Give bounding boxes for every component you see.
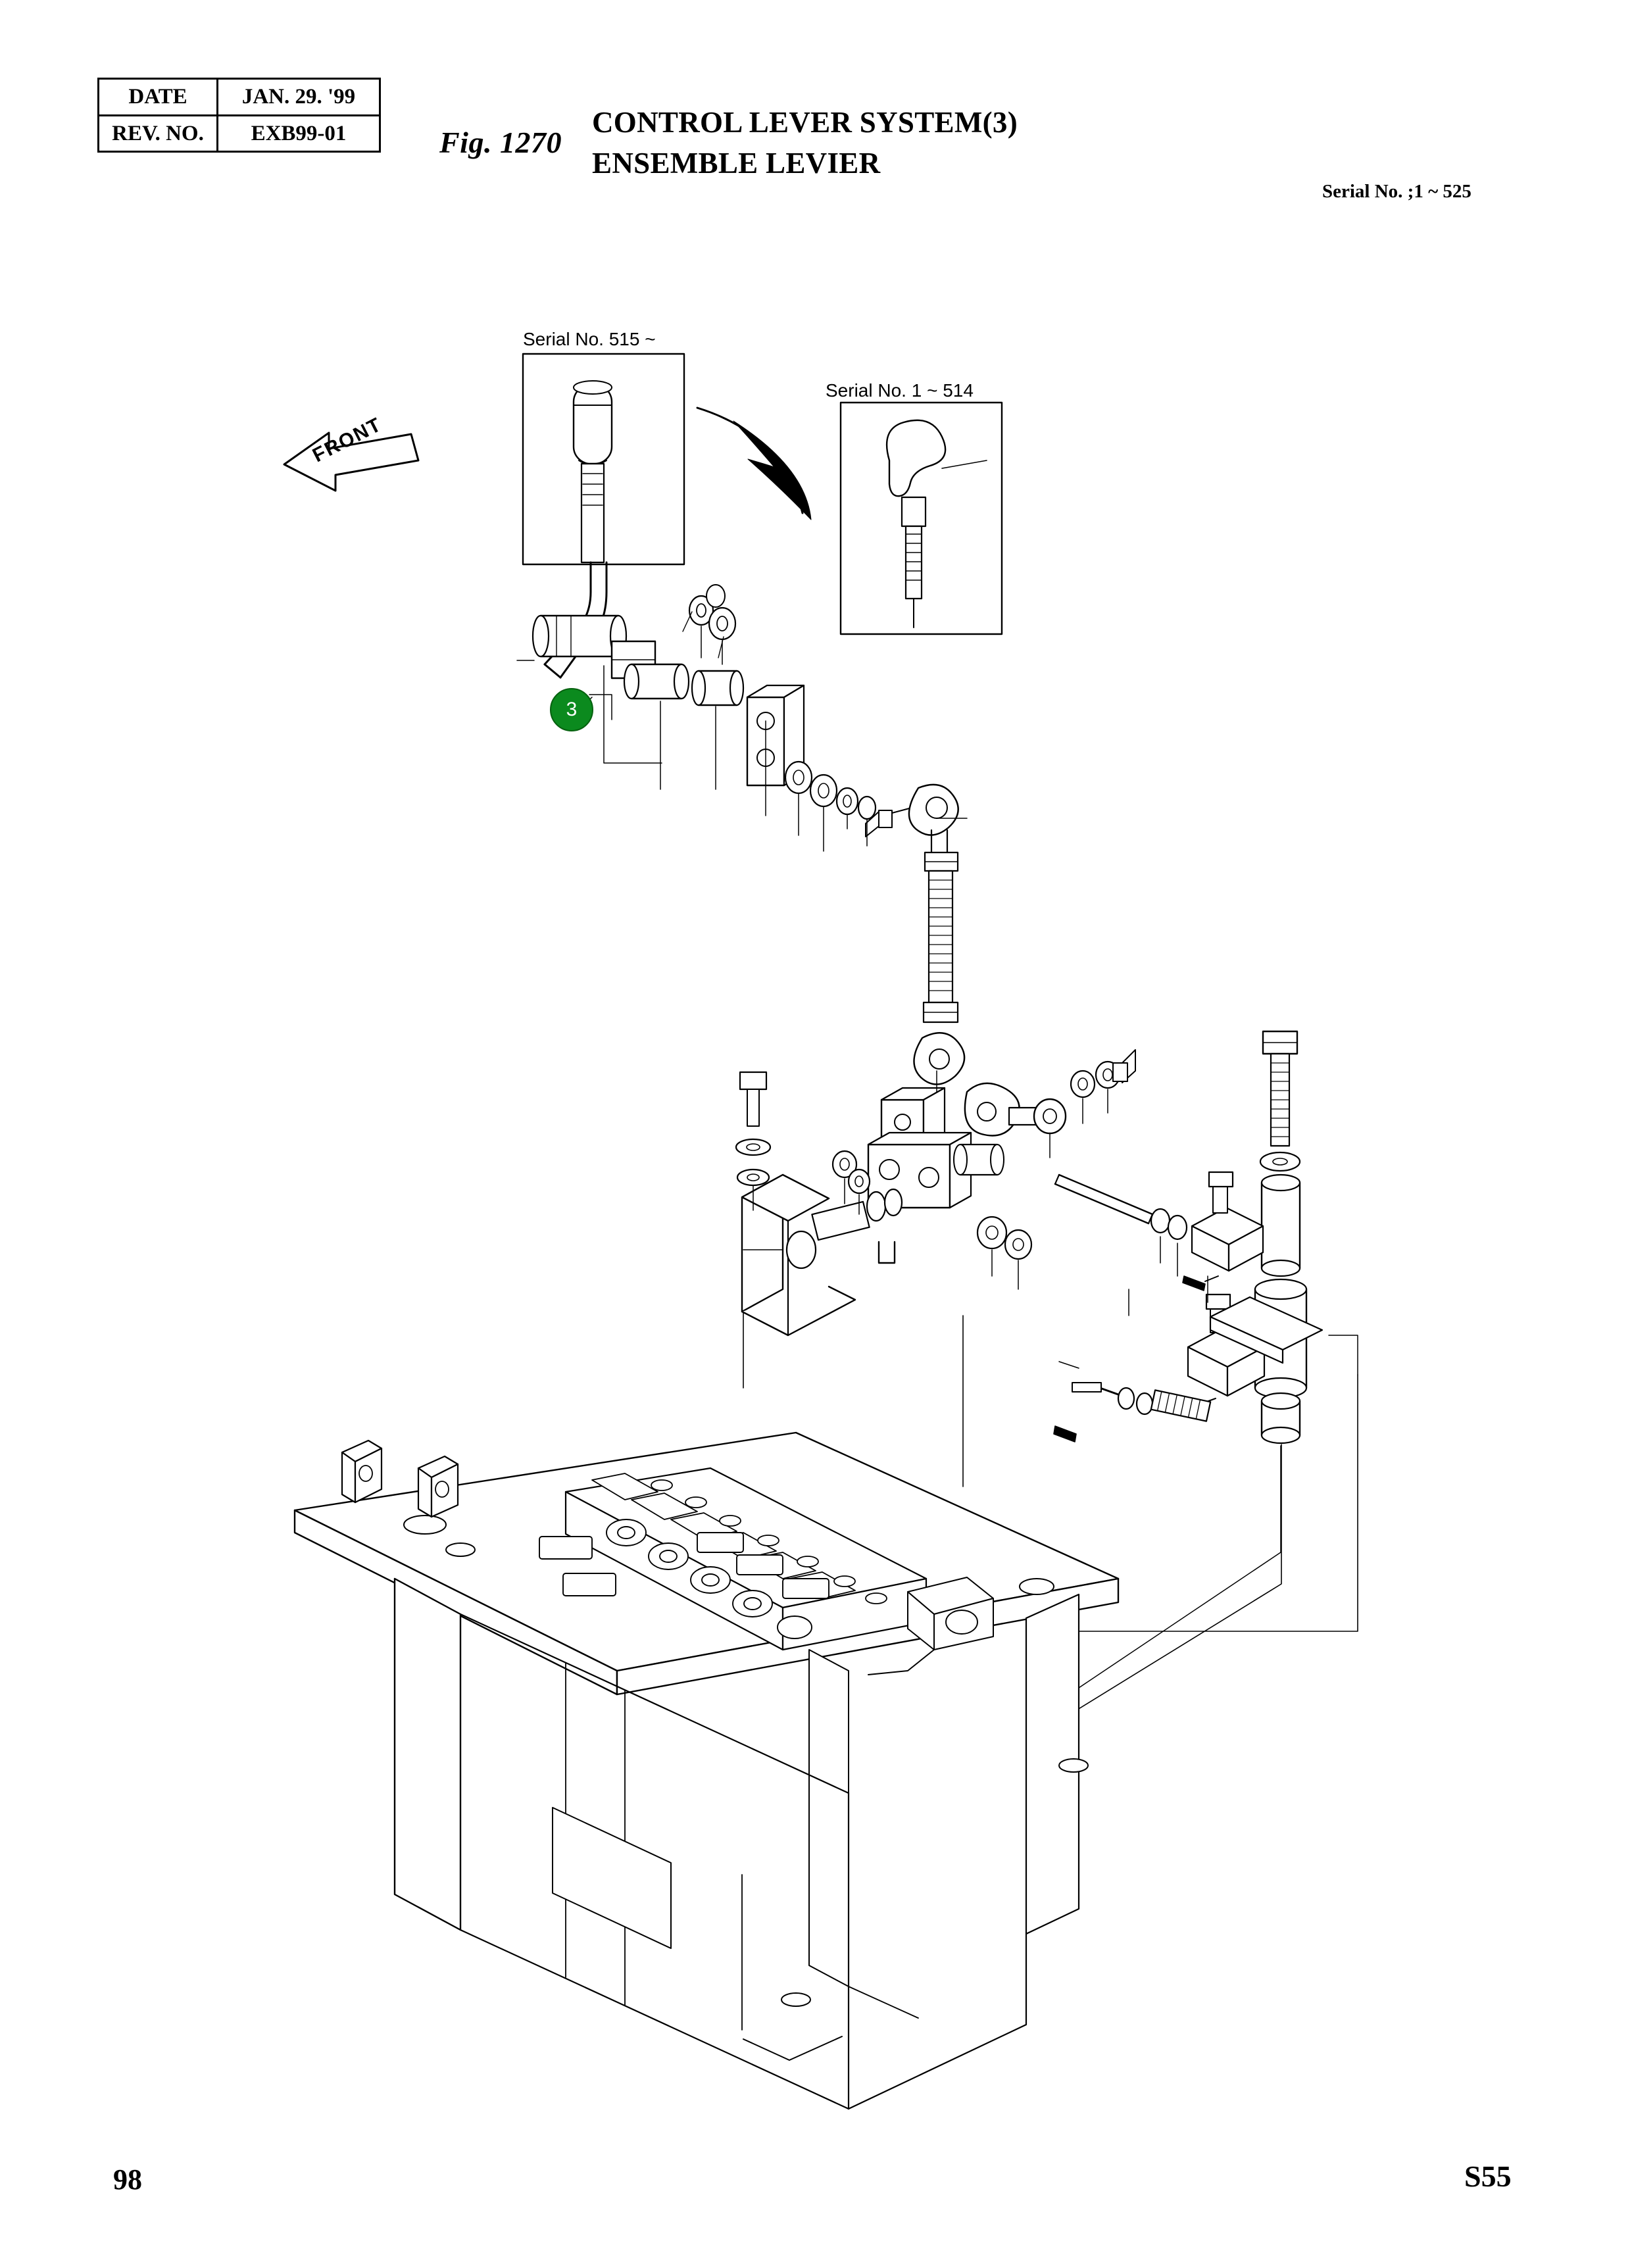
lower-rod-group — [1054, 1383, 1210, 1442]
sleeve-pair — [954, 1145, 1004, 1175]
washer-group-under-crank — [833, 1151, 870, 1193]
page-title-english: CONTROL LEVER SYSTEM(3) — [592, 106, 1018, 139]
washer-group-mid — [1071, 1050, 1135, 1097]
bolt-mid-left — [736, 1072, 770, 1185]
washer-stack-upper — [683, 585, 735, 658]
sheet-code: S55 — [1464, 2159, 1512, 2193]
inset-box-serial-515 — [523, 354, 684, 564]
washer-group-lower-mid — [977, 1217, 1031, 1259]
annotation-serial-515: Serial No. 515 ~ — [523, 329, 656, 349]
inset-box-serial-1-514 — [841, 403, 1002, 634]
figure-number: Fig. 1270 — [439, 126, 562, 159]
date-value: JAN. 29. '99 — [218, 79, 380, 116]
callout-badge-3[interactable]: 3 — [550, 688, 593, 731]
bushing-center — [624, 664, 689, 699]
rev-no-label: REV. NO. — [99, 115, 218, 152]
date-label: DATE — [99, 79, 218, 116]
bell-crank — [965, 1083, 1066, 1136]
page-title-french: ENSEMBLE LEVIER — [592, 147, 881, 180]
ball-joint-rod-assembly — [909, 785, 964, 1085]
middle-linkage — [736, 1050, 1187, 1259]
tie-rod — [1055, 1175, 1187, 1239]
valve-bank-and-frame — [295, 1433, 1118, 2109]
serial-number-range: Serial No. ;1 ~ 525 — [1322, 181, 1471, 202]
page-number: 98 — [113, 2163, 142, 2196]
front-arrow-label: FRONT — [309, 413, 385, 467]
annotation-serial-1-514: Serial No. 1 ~ 514 — [826, 380, 974, 401]
rev-no-value: EXB99-01 — [218, 115, 380, 152]
bushing-right — [692, 671, 743, 705]
stand-bracket — [742, 1175, 902, 1335]
clamp-assembly-upper — [1183, 1172, 1263, 1291]
